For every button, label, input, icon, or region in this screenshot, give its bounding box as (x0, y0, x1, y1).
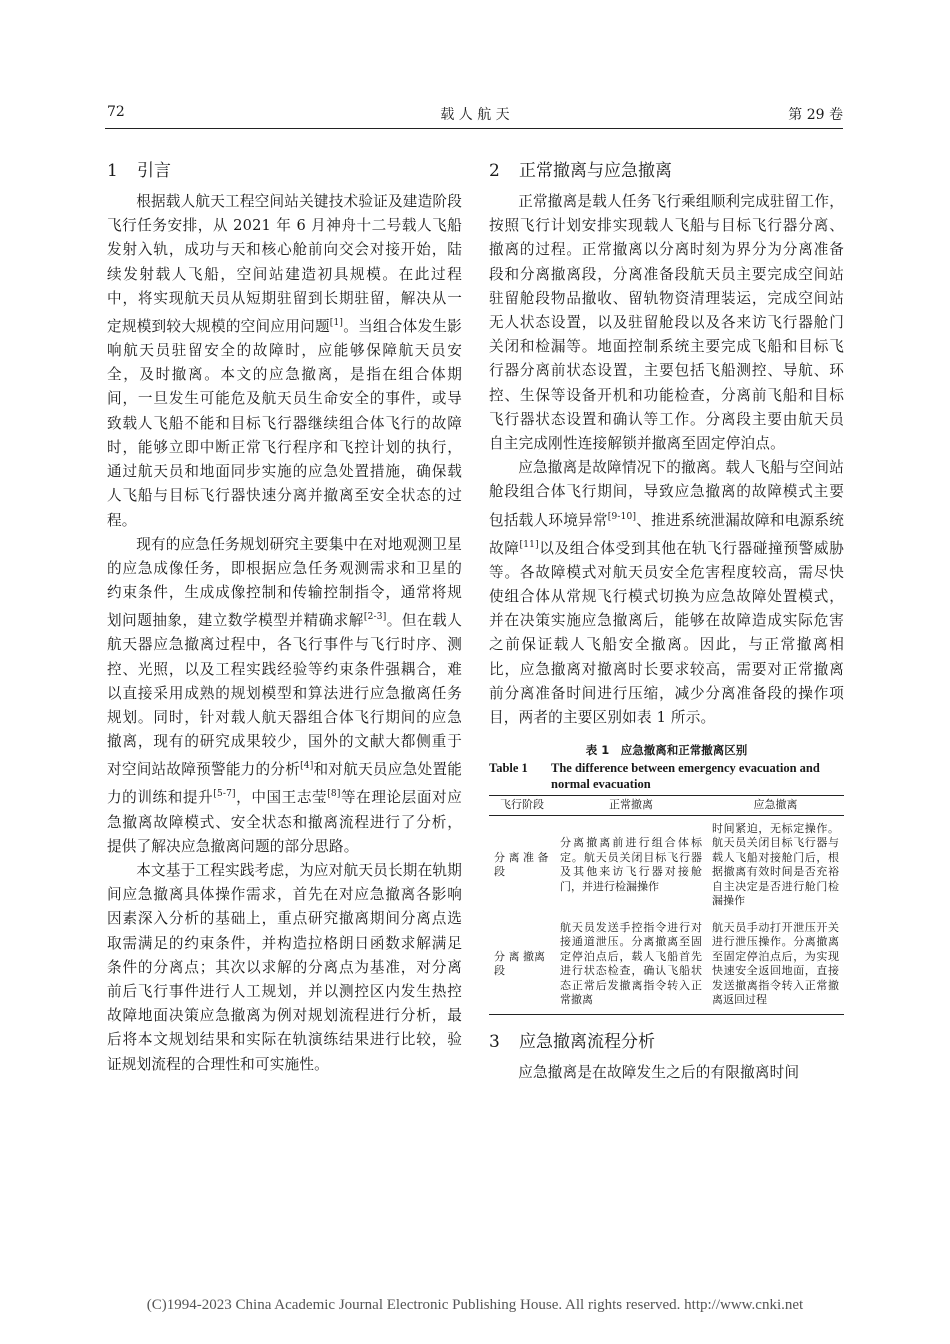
section-1-heading (107, 154, 462, 188)
table-caption-text: The difference between emergency evacuation and normal evacuation (551, 761, 820, 792)
left-column (107, 150, 462, 1077)
section-title: 引言 (137, 161, 171, 181)
right-column (489, 150, 844, 1085)
section-title: 应急撤离流程分析 (519, 1031, 655, 1052)
table-header: 应急撤离 (707, 796, 844, 816)
section-title: 正常撤离与应急撤离 (519, 161, 672, 181)
emergency-cell: 时间紧迫，无标定操作。航天员关闭目标飞行器与载人飞船对接舱门后，根据撤离有效时间是否充裕自主决定是否进行舱门检漏操作 (712, 821, 839, 908)
copyright-footer: (C)1994-2023 China Academic Journal Electronic Publishing House. All rights reserved. http://www.cnki.net (146, 1297, 804, 1313)
citation: [9-10] (607, 511, 637, 522)
table-caption-en (489, 760, 844, 792)
normal-cell: 分离撤离前进行组合体标定。航天员关闭目标飞行器及其他来访飞行器对接舱门，并进行检漏操作 (560, 836, 702, 893)
stage-cell: 分 离 撤离段 (489, 915, 555, 1015)
page-number: 72 (107, 104, 125, 120)
volume-label: 第 29 卷 (788, 107, 843, 123)
paragraph: 正常撤离是载人任务飞行乘组顺利完成驻留工作，按照飞行计划安排实现载人飞船与目标飞行器分离、撤离的过程。正常撤离以分离时刻为界分为分离准备段和分离撤离段，分离准备段航天员主要完成空间站驻留舱段物品撤收、留轨物资清理装运，完成空间站无人状态设置，以及驻留舱段以及各来访飞行器舱门关闭和检漏等。地面控制系统主要完成飞船和目标飞行器分离前状态设置，主要包括飞船测控、导航、环控、生保等设备开机和功能检查，分离前飞船和目标飞行器状态设置和确认等工作。分离段主要由航天员自主完成刚性连接解锁并撤离至固定停泊点。 (489, 193, 844, 453)
table-caption-cn: 表 1 应急撤离和正常撤离区别 (585, 743, 748, 758)
citation: [1] (329, 318, 344, 329)
paragraph: 根据载人航天工程空间站关键技术验证及建造阶段飞行任务安排，从 2021 年 6 月神舟十二号载人飞船发射入轨，成功与天和核心舱前向交会对接开始，陆续发射载人飞船，空间站建造初具规模。在此过程中，将实现航天员从短期驻留到长期驻留，解决从一定规模到较大规模的空间应用问题[1]。当组合体发生影响航天员驻留安全的故障时，应能够保障航天员安全，及时撤离。本文的应急撤离，是指在组合体期间，一旦发生可能危及航天员生命安全的事件，或导致载人飞船不能和目标飞行器继续组合体飞行的故障时，能够立即中断正常飞行程序和飞控计划的执行，通过航天员和地面同步实施的应急处置措施，确保载人飞船与目标飞行器快速分离并撤离至安全状态的过程。 (107, 193, 462, 529)
section-3-heading (489, 1025, 844, 1059)
header-rule (105, 128, 843, 129)
normal-cell: 航天员发送手控指令进行对接通道泄压。分离撤离至固定停泊点后，载人飞船首先进行状态检查，确认飞船状态正常后发撤离指令转入正常撤离 (555, 915, 707, 1015)
stage-cell: 分 离 准 备段 (494, 850, 549, 879)
paragraph: 应急撤离是在故障发生之后的有限撤离时间 (518, 1063, 800, 1081)
paragraph: 本文基于工程实践考虑，为应对航天员长期在轨期间应急撤离具体操作需求，首先在对应急撤离各影响因素深入分析的基础上，重点研究撤离期间分离点选取需满足的约束条件，并构造拉格朗日函数求解满足条件的分离点；其次以求解的分离点为基准，对分离前后飞行事件进行人工规划，并以测控区内发生热控故障地面决策应急撤离为例对规划流程进行分析，最后将本文规划结果和实际在轨演练结果进行比较，验证规划流程的合理性和可实施性。 (107, 861, 462, 1073)
paragraph: 应急撤离是故障情况下的撤离。载人飞船与空间站舱段组合体飞行期间，导致应急撤离的故障模式主要包括载人环境异常[9-10]、推进系统泄漏故障和电源系统故障[11]以及组合体受到其他在轨飞行器碰撞预警威胁等。各故障模式对航天员安全危害程度较高，需尽快使组合体从常规飞行模式切换为应急故障处置模式，并在决策实施应急撤离后，能够在故障造成实际危害之前保证载人飞船安全撤离。因此，与正常撤离相比，应急撤离对撤离时长要求较高，需要对正常撤离前分离准备时间进行压缩，减少分离准备段的操作项目，两者的主要区别如表 1 所示。 (489, 459, 844, 726)
table-header: 飞行阶段 (489, 796, 555, 816)
section-2-heading (489, 154, 844, 188)
citation: [8] (327, 789, 341, 800)
paragraph: 现有的应急任务规划研究主要集中在对地观测卫星的应急成像任务，即根据应急任务观测需求和卫星的约束条件，生成成像控制和传输控制指令，通常将规划问题抽象，建立数学模型并精确求解[2-3]。但在载人航天器应急撤离过程中，各飞行事件与飞行时序、测控、光照，以及工程实践经验等约束条件强耦合，难以直接采用成熟的规划模型和算法进行应急撤离任务规划。同时，针对载人航天器组合体飞行期间的应急撤离，现有的研究成果较少，国外的文献大都侧重于对空间站故障预警能力的分析[4]和对航天员应急处置能力的训练和提升[5-7]，中国王志莹[8]等在理论层面对应急撤离故障模式、安全状态和撤离流程进行了分析，提供了解决应急撤离问题的部分思路。 (107, 535, 462, 855)
table-row (489, 915, 844, 1015)
section-number: 2 (489, 161, 500, 181)
journal-title: 载 人 航 天 (440, 107, 510, 123)
citation: [4] (300, 761, 314, 772)
citation: [2-3] (363, 612, 387, 623)
citation: [5-7] (213, 789, 236, 800)
table-header: 正常撤离 (555, 796, 707, 816)
section-number: 3 (489, 1031, 500, 1052)
table-label: Table 1 (489, 761, 528, 776)
section-number: 1 (107, 161, 118, 181)
table-row (489, 815, 844, 915)
citation: [11] (519, 539, 539, 550)
emergency-cell: 航天员手动打开泄压开关进行泄压操作。分离撤离至固定停泊点后，为实现快速安全返回地面，直接发送撤离指令转入正常撤离返回过程 (707, 915, 844, 1015)
comparison-table (489, 795, 844, 1015)
